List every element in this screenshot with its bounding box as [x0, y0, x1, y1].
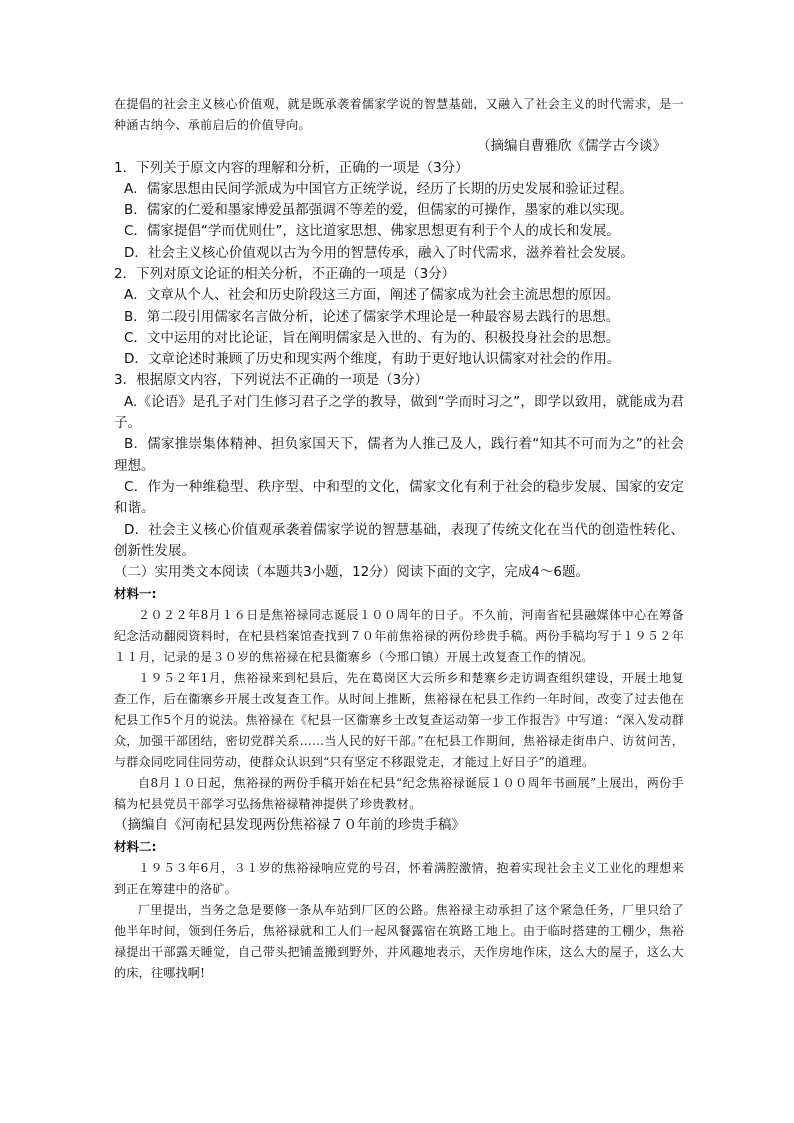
passage-end-text: 在提倡的社会主义核心价值观，就是既承袭着儒家学说的智慧基础，又融入了社会主义的时代需求，是一种涵古纳今、承前启后的价值导向。 — [114, 97, 684, 132]
option-b: B．儒家推崇集体精神、担负家国天下，儒者为人推己及人，践行着“知其不可而为之”的社会理想。 — [114, 436, 684, 474]
question-3 — [114, 370, 684, 562]
option-d: D．社会主义核心价值观以古为今用的智慧传承，融入了时代需求，滋养着社会发展。 — [124, 244, 634, 261]
question-1 — [114, 158, 684, 264]
material-paragraph: １９５３年6月，３１岁的焦裕禄响应党的号召，怀着满腔激情，抱着实现社会主义工业化的理想来到正在筹建中的洛矿。 — [114, 860, 684, 896]
option-d: D．文章论述时兼顾了历史和现实两个维度，有助于更好地认识儒家对社会的作用。 — [124, 351, 621, 368]
material-label: 材料一: — [114, 586, 157, 602]
passage-source: （摘编自曹雅欣《儒学古今谈》 — [477, 138, 666, 154]
option-b: B．儒家的仁爱和墨家博爱虽都强调不等差的爱，但儒家的可操作，墨家的难以实现。 — [124, 202, 633, 219]
option-a: A.《论语》是孔子对门生修习君子之学的教导，做到“学而时习之”，即学以致用，就能成为君子。 — [114, 393, 684, 432]
question-2 — [114, 264, 684, 370]
question-stem: 2．下列对原文论证的相关分析，不正确的一项是（3分） — [114, 265, 456, 282]
option-c: C．作为一种维稳型、秩序型、中和型的文化，儒家文化有利于社会的稳步发展、国家的安定和谐。 — [114, 478, 684, 517]
exam-page — [114, 94, 684, 984]
material-two — [114, 836, 684, 984]
option-a: A．儒家思想由民间学派成为中国官方正统学说，经历了长期的历史发展和验证过程。 — [124, 180, 633, 197]
material-paragraph: １９５２年1月，焦裕禄来到杞县后，先在葛岗区大云所乡和楚寨乡走访调查组织建设，开展土地复查工作，后在衞寨乡开展土改复查工作。从时间上推断，焦裕禄在杞县工作约一年时间，改变了过去他在杞县工作5个月的说法。焦裕禄在《杞县一区衞寨乡土改复查运动第一步工作报告》中写道：“深入发动群众，加强干部团结，密切党群关系……当人民的好干部。”在杞县工作期间，焦裕禄走街串户、访贫问苦，与群众同吃同住同劳动，使群众认识到“只有坚定不移跟党走，才能过上好日子”的道理。 — [114, 670, 684, 769]
material-paragraph: 厂里提出，当务之急是要修一条从车站到厂区的公路。焦裕禄主动承担了这个紧急任务，厂里只给了他半年时间，领到任务后，焦裕禄就和工人们一起风餐露宿在筑路工地上。由于临时搭建的工棚少，焦裕禄提出干部露天睡觉，自己带头把铺盖搬到野外，并风趣地表示，天作房地作床，这么大的屋子，这么大的床，往哪找啊! — [114, 902, 684, 980]
section-heading: （二）实用类文本阅读（本题共3小题，12分）阅读下面的文字，完成4～6题。 — [114, 564, 589, 581]
option-a: A．文章从个人、社会和历史阶段这三方面，阐述了儒家成为社会主流思想的原因。 — [124, 287, 620, 304]
option-c: C．文中运用的对比论证，旨在阐明儒家是入世的、有为的、积极投身社会的思想。 — [124, 329, 620, 346]
material-label: 材料二: — [114, 839, 157, 855]
material-paragraph: 自8月１０日起，焦裕禄的两份手稿开始在杞县“纪念焦裕禄诞辰１００周年书画展”上展出，两份手稿为杞县党员干部学习弘扬焦裕禄精神提供了珍贵教材。 — [114, 775, 684, 811]
material-paragraph: ２０２２年8月１６日是焦裕禄同志诞辰１００周年的日子。不久前，河南省杞县融媒体中心在筹备纪念活动翻阅资料时，在杞县档案馆查找到７０年前焦裕禄的两份珍贵手稿。两份手稿均写于１９５２年１１月，记录的是３０岁的焦裕禄在杞县衞寨乡（今邢口镇）开展土改复查工作的情况。 — [114, 607, 684, 664]
material-one — [114, 583, 684, 836]
option-b: B．第二段引用儒家名言做分析，论述了儒家学术理论是一种最容易去践行的思想。 — [124, 308, 620, 325]
material-source: （摘编自《河南杞县发现两份焦裕禄７０年前的珍贵手稿》 — [114, 816, 465, 833]
option-d: D．社会主义核心价值观承袭着儒家学说的智慧基础，表现了传统文化在当代的创造性转化、创新性发展。 — [114, 521, 684, 559]
question-stem: 3．根据原文内容，下列说法不正确的一项是（3分） — [114, 372, 429, 389]
option-c: C．儒家提倡“学而优则仕”，这比道家思想、佛家思想更有利于个人的成长和发展。 — [124, 223, 620, 240]
question-stem: 1．下列关于原文内容的理解和分析，正确的一项是（3分） — [114, 159, 469, 176]
